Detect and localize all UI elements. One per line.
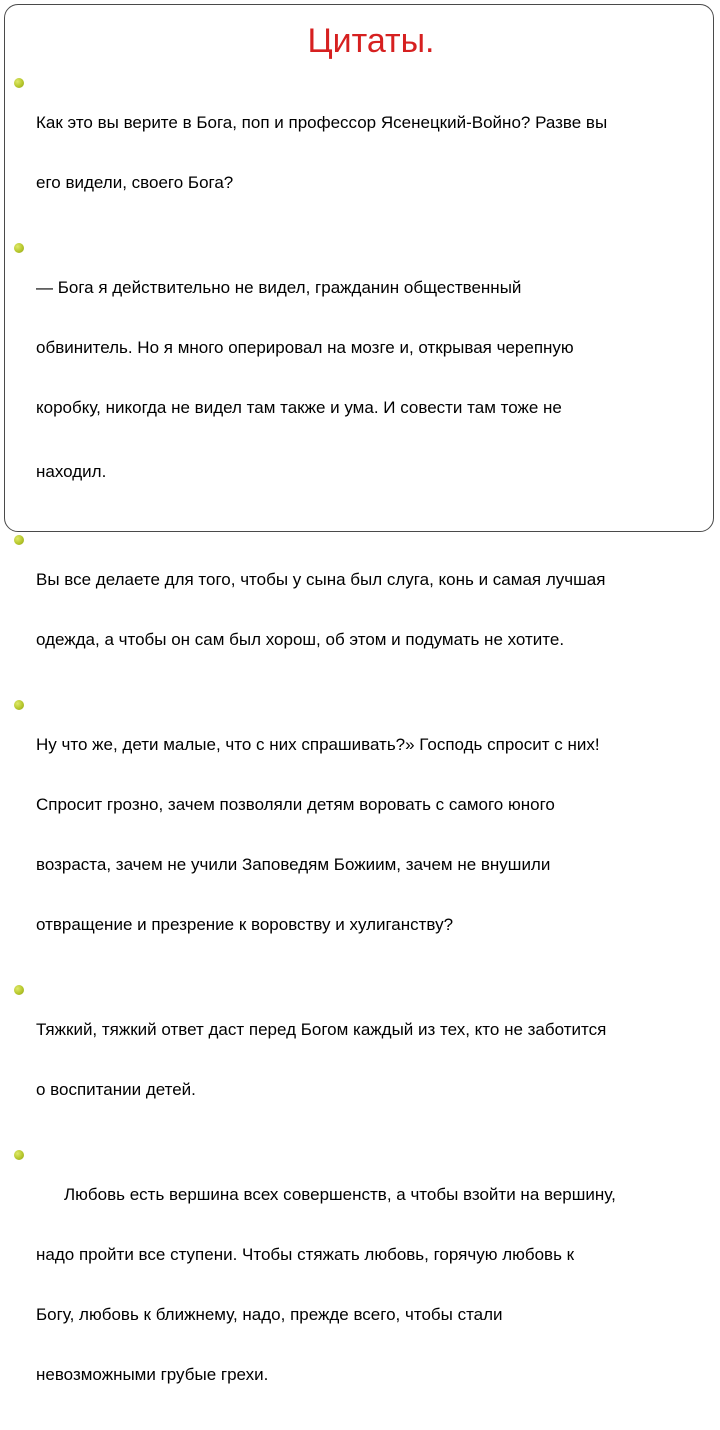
quote-line: его видели, своего Бога? bbox=[36, 173, 234, 192]
bullet-dot-icon bbox=[14, 243, 24, 253]
quote-line: Любовь есть вершина всех совершенств, а чтобы взойти на вершину, bbox=[64, 1185, 616, 1204]
bullet-dot-icon bbox=[14, 1150, 24, 1160]
quote-text bbox=[36, 695, 714, 975]
quote-item bbox=[14, 238, 714, 525]
quote-text bbox=[36, 530, 714, 690]
slide-title: Цитаты. bbox=[307, 22, 435, 60]
quote-text bbox=[36, 238, 714, 525]
bullet-dot-icon bbox=[14, 78, 24, 88]
quote-list bbox=[14, 73, 714, 1430]
quote-item bbox=[14, 695, 714, 975]
quote-line: о воспитании детей. bbox=[36, 1080, 196, 1099]
bullet-dot-icon bbox=[14, 985, 24, 995]
quote-text bbox=[36, 980, 714, 1140]
quote-line: обвинитель. Но я много оперировал на мозге и, открывая черепную bbox=[36, 338, 574, 357]
quote-line: Как это вы верите в Бога, поп и профессор Ясенецкий-Войно? Разве вы bbox=[36, 113, 608, 132]
quote-line: находил. bbox=[36, 462, 107, 481]
quote-line: Спросит грозно, зачем позволяли детям воровать с самого юного bbox=[36, 795, 555, 814]
quote-text bbox=[36, 73, 714, 233]
quote-line: одежда, а чтобы он сам был хорош, об этом и подумать не хотите. bbox=[36, 630, 565, 649]
quote-text bbox=[36, 1145, 714, 1425]
quote-line: Богу, любовь к ближнему, надо, прежде всего, чтобы стали bbox=[36, 1305, 503, 1324]
quote-item bbox=[14, 73, 714, 233]
quote-item bbox=[14, 530, 714, 690]
quote-line: — Бога я действительно не видел, гражданин общественный bbox=[36, 278, 522, 297]
bullet-dot-icon bbox=[14, 535, 24, 545]
bullet-dot-icon bbox=[14, 700, 24, 710]
quote-line: Ну что же, дети малые, что с них спрашивать?» Господь спросит с них! bbox=[36, 735, 600, 754]
quote-line: невозможными грубые грехи. bbox=[36, 1365, 269, 1384]
quote-line: возраста, зачем не учили Заповедям Божиим, зачем не внушили bbox=[36, 855, 551, 874]
quote-line: Тяжкий, тяжкий ответ даст перед Богом каждый из тех, кто не заботится bbox=[36, 1020, 607, 1039]
slide-frame bbox=[4, 4, 714, 1384]
quote-line: коробку, никогда не видел там также и ума. И совести там тоже не bbox=[36, 398, 562, 417]
quote-item bbox=[14, 980, 714, 1140]
quote-line: Вы все делаете для того, чтобы у сына был слуга, конь и самая лучшая bbox=[36, 570, 606, 589]
quote-line: отвращение и презрение к воровству и хулиганству? bbox=[36, 915, 454, 934]
quote-line: надо пройти все ступени. Чтобы стяжать любовь, горячую любовь к bbox=[36, 1245, 575, 1264]
quote-item bbox=[14, 1145, 714, 1425]
